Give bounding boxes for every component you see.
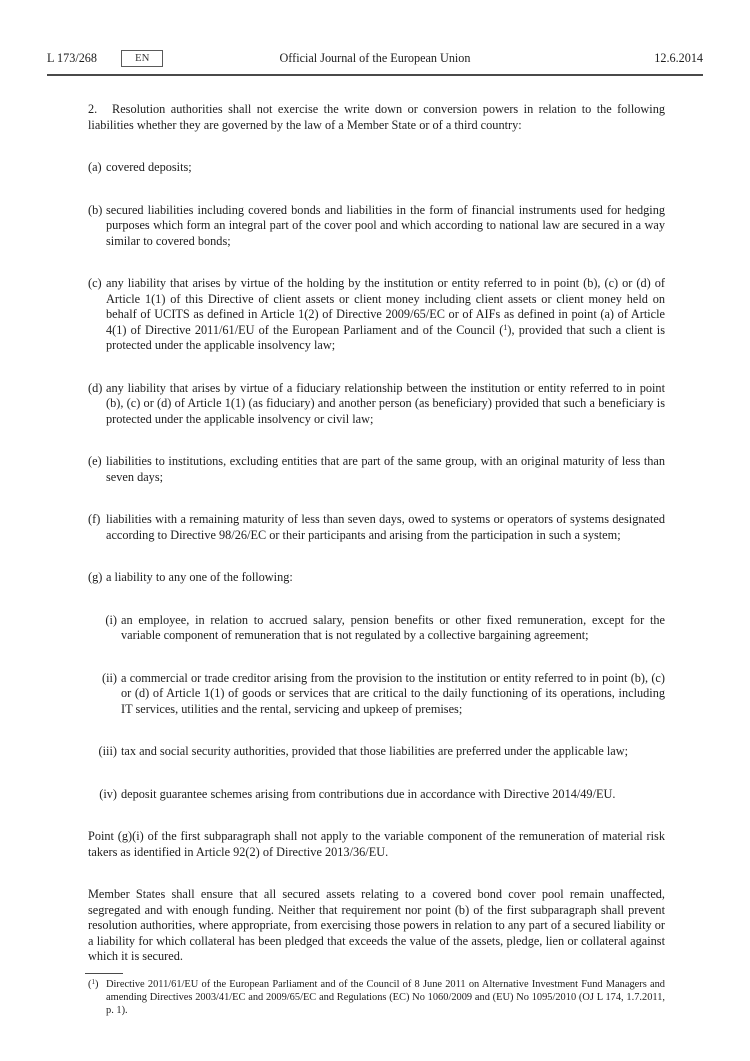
list-item-f: [88, 512, 665, 543]
item-text: a liability to any one of the following:: [106, 570, 293, 584]
list-item-e: [88, 454, 665, 485]
closing-paragraph-2: Member States shall ensure that all secured assets relating to a covered bond cover pool remain unaffected, segregated and with enough funding. Neither that requirement nor point (b) of the first subparagraph shall prevent resolution authorities, where appropriate, from exercising those powers in relation to any part of a secured liability or a liability for which collateral has been pledged that exceeds the value of the assets, pledge, lien or collateral against which it is secured.: [88, 887, 665, 963]
item-label: (c): [88, 276, 102, 290]
footnote-reference: [499, 323, 511, 337]
subitem-label: (iv): [99, 786, 117, 801]
subitem-label: (i): [105, 612, 117, 627]
item-text: secured liabilities including covered bonds and liabilities in the form of financial instruments used for hedging purposes which form an integral part of the cover pool and which according to national law are secured in a way similar to covered bonds;: [106, 202, 665, 248]
subitem-text: an employee, in relation to accrued salary, pension benefits or other fixed remuneration, except for the variable component of remuneration that is not regulated by a collective bargaining agreement;: [121, 612, 665, 642]
item-label: (f): [88, 512, 101, 526]
item-text: covered deposits;: [106, 160, 192, 174]
paragraph-text: Resolution authorities shall not exercise the write down or conversion powers in relation to the following liabilities whether they are governed by the law of a Member State or of a third country:: [88, 102, 665, 132]
sublist-item-i: [88, 613, 665, 644]
issue-date: 12.6.2014: [654, 51, 703, 65]
header-left: [47, 50, 280, 67]
paragraph-number: 2.: [88, 102, 98, 116]
footnote-1: [88, 978, 665, 1017]
list-item-c: [88, 276, 665, 354]
footnote-marker-digit: 1: [91, 977, 95, 986]
list-item-g: [88, 570, 665, 586]
item-label: (e): [88, 454, 102, 468]
footnote-text: Directive 2011/61/EU of the European Parliament and of the Council of 8 June 2011 on Alternative Investment Fund Managers and amending Directives 2003/41/EC and 2009/65/EC and Regulations (EC) No 1060/2009 and (EU) No 1095/2010 (OJ L 174, 1.7.2011, p. 1).: [106, 978, 665, 1016]
footnote-marker-close: ): [94, 978, 99, 990]
item-text: any liability that arises by virtue of the holding by the institution or entity referred to in point (b), (c) or (d) of Article 1(1) of this Directive of client assets or client money including client assets or client money held on behalf of UCITS as defined in Article 1(2) of Directive 2009/65/EC or of AIFs as defined in point (a) of Article 4(1) of Directive 2011/61/EU of the European Parliament and of the Council: [106, 276, 665, 337]
language-badge: EN: [121, 50, 163, 67]
footnote-ref-close: ): [507, 322, 512, 337]
closing-paragraph-1: Point (g)(i) of the first subparagraph shall not apply to the variable component of the remuneration of material risk takers as identified in Article 92(2) of Directive 2013/36/EU.: [88, 829, 665, 859]
footnote-marker-open: (: [88, 978, 92, 990]
subitem-text: deposit guarantee schemes arising from contributions due in accordance with Directive 2014/49/EU.: [121, 786, 616, 801]
item-label: (g): [88, 570, 103, 584]
footnote-ref-open: (: [499, 322, 504, 337]
page-header: [47, 0, 703, 76]
footnote-separator: [85, 973, 123, 974]
subitem-text: tax and social security authorities, provided that those liabilities are preferred under the applicable law;: [121, 744, 629, 758]
paragraph-2: [88, 102, 665, 133]
item-text: any liability that arises by virtue of a fiduciary relationship between the institution or entity referred to in point (b), (c) or (d) of Article 1(1) (as fiduciary) and another person (as beneficiary) provided that such a beneficiary is protected under the applicable insolvency or civil law;: [106, 380, 665, 426]
page-reference: L 173/268: [47, 51, 97, 65]
list-item-a: [88, 160, 665, 176]
list-item-d: [88, 381, 665, 428]
item-text: , provided that such a client is protected under the applicable insolvency law;: [106, 322, 666, 352]
sublist-item-iii: [88, 744, 665, 760]
subitem-label: (ii): [101, 670, 117, 685]
item-label: (a): [88, 160, 102, 174]
item-label: (b): [88, 202, 103, 217]
list-item-b: [88, 203, 665, 250]
subitem-label: (iii): [98, 744, 117, 758]
footnote-marker: [88, 978, 106, 991]
document-body: [88, 102, 665, 1017]
item-label: (d): [88, 380, 103, 395]
sublist-item-ii: [88, 671, 665, 718]
sublist-item-iv: [88, 787, 665, 803]
footnote-ref-digit: 1: [503, 322, 508, 332]
subitem-text: a commercial or trade creditor arising from the provision to the institution or entity referred to in point (b), (c) or (d) of Article 1(1) of goods or services that are critical to the daily functioning of its operations, including IT services, utilities and the rental, servicing and upkeep of premises;: [121, 670, 665, 716]
journal-title: Official Journal of the European Union: [279, 51, 471, 65]
item-text: liabilities to institutions, excluding entities that are part of the same group, with an original maturity of less than seven days;: [106, 454, 665, 484]
item-text: liabilities with a remaining maturity of less than seven days, owed to systems or operators of systems designated according to Directive 98/26/EC or their participants and arising from the participation in such a system;: [106, 512, 665, 542]
